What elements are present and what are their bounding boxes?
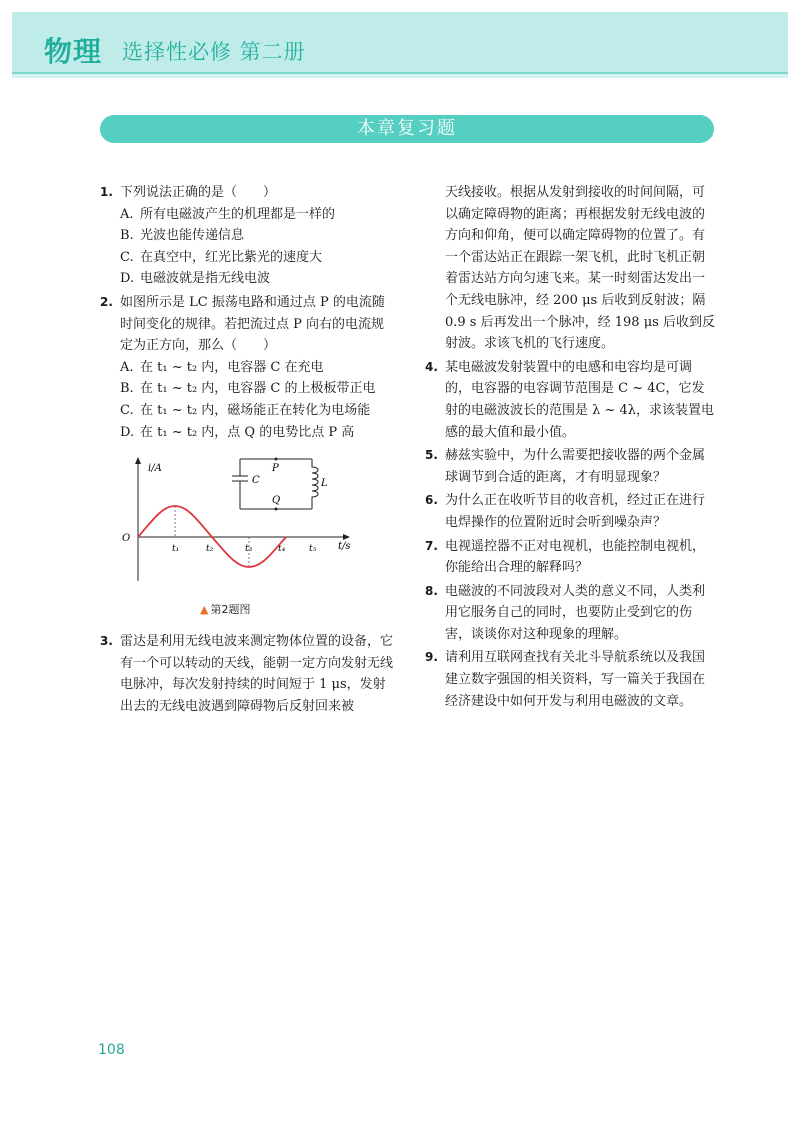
figure-svg (100, 451, 395, 596)
tick-t4: t₄ (278, 544, 286, 555)
question-3-continued (425, 182, 717, 355)
question-number: 6. (425, 493, 438, 508)
tick-t1: t₁ (172, 544, 180, 555)
y-axis-arrow (135, 457, 141, 464)
caption-triangle-icon: ▲ (200, 603, 209, 617)
option-text: 光波也能传递信息 (140, 228, 245, 244)
option-label: A. (120, 206, 134, 222)
inductor-coil (312, 459, 318, 509)
question-1 (100, 182, 395, 204)
page-number: 108 (98, 1042, 125, 1058)
subject-logo: 物理 (44, 35, 103, 68)
option-d (100, 268, 395, 290)
question-5 (425, 445, 717, 488)
right-column (425, 182, 717, 712)
question-stem: 下列说法正确的是（ ） (120, 185, 277, 200)
label-p: P (272, 463, 279, 475)
question-text: 雷达是利用无线电波来测定物体位置的设备，它有一个可以转动的天线，能朝一定方向发射无线电脉冲，每次发射持续的时间短于 1 μs，发射出去的无线电波遇到障碍物后反射回来被 (120, 634, 394, 714)
option-label: A. (120, 359, 134, 375)
question-8 (425, 581, 717, 646)
question-9 (425, 647, 717, 712)
tick-t2: t₂ (206, 544, 214, 555)
book-title: 选择性必修 第二册 (122, 40, 306, 64)
option-label: B. (120, 228, 134, 244)
header-rule (12, 74, 788, 78)
question-7 (425, 536, 717, 579)
question-number: 8. (425, 583, 438, 598)
option-a (100, 357, 395, 379)
question-number: 4. (425, 359, 438, 374)
question-6 (425, 490, 717, 533)
question-text: 为什么正在收听节目的收音机，经过正在进行电焊操作的位置附近时会听到噪杂声？ (445, 493, 706, 530)
question-stem: 如图所示是 LC 振荡电路和通过点 P 的电流随时间变化的规律。若把流过点 P 向右的电流规定为正方向，那么（ ） (120, 294, 385, 354)
label-c: C (252, 475, 260, 487)
tick-t3: t₃ (245, 544, 253, 555)
option-label: B. (120, 381, 134, 397)
lc-circuit-figure (100, 451, 395, 631)
chapter-banner: 本章复习题 (100, 115, 714, 143)
option-label: C. (120, 402, 134, 418)
tick-t5: t₅ (309, 544, 317, 555)
option-b (100, 378, 395, 400)
option-text: 在真空中，红光比紫光的速度大 (140, 249, 323, 265)
option-text: 在 t₁ ~ t₂ 内，点 Q 的电势比点 P 高 (140, 424, 355, 440)
question-number: 3. (100, 634, 113, 649)
question-text: 天线接收。根据从发射到接收的时间间隔，可以确定障碍物的距离；再根据发射无线电波的方向和仰角，便可以确定障碍物的位置了。有一个雷达站正在跟踪一架飞机，此时飞机正朝着雷达站方向匀速飞来。某一时刻雷达发出一个无线电脉冲，经 200 μs 后收到反射波；隔 0.9 s 后再发出一个脉冲，经 198 μs 后收到反射波。求该飞机的飞行速度。 (445, 185, 715, 352)
x-axis-label: t/s (338, 541, 351, 553)
point-p (275, 458, 278, 461)
question-number: 7. (425, 538, 438, 553)
question-2 (100, 292, 395, 357)
question-text: 某电磁波发射装置中的电感和电容均是可调的，电容器的电容调节范围是 C ~ 4C，它发射的电磁波波长的范围是 λ ~ 4λ，求该装置电感的最大值和最小值。 (445, 359, 715, 440)
option-b (100, 225, 395, 247)
option-a (100, 204, 395, 226)
option-label: D. (120, 271, 135, 287)
option-text: 所有电磁波产生的机理都是一样的 (140, 206, 336, 222)
origin-label: O (122, 533, 131, 545)
question-text: 请利用互联网查找有关北斗导航系统以及我国建立数字强国的相关资料，写一篇关于我国在经济建设中如何开发与利用电磁波的文章。 (445, 650, 706, 709)
option-c (100, 400, 395, 422)
question-number: 1. (100, 185, 113, 199)
y-axis-label: i/A (148, 463, 162, 475)
option-d (100, 422, 395, 444)
option-text: 在 t₁ ~ t₂ 内，电容器 C 在充电 (140, 359, 324, 375)
question-text: 电磁波的不同波段对人类的意义不同，人类利用它服务自己的同时，也要防止受到它的伤害，谈谈你对这种现象的理解。 (445, 583, 706, 642)
option-text: 在 t₁ ~ t₂ 内，磁场能正在转化为电场能 (140, 402, 371, 418)
figure-caption-text: 第2题图 (210, 603, 251, 617)
option-text: 电磁波就是指无线电波 (140, 271, 271, 287)
question-text: 电视遥控器不正对电视机，也能控制电视机，你能给出合理的解释吗？ (445, 538, 706, 576)
point-q (275, 508, 278, 511)
label-q: Q (272, 495, 281, 507)
question-text: 赫兹实验中，为什么需要把接收器的两个金属球调节到合适的距离，才有明显现象？ (445, 448, 706, 485)
label-l: L (321, 478, 328, 490)
left-column (100, 182, 395, 718)
option-label: D. (120, 424, 135, 440)
question-4 (425, 357, 717, 443)
option-label: C. (120, 249, 134, 265)
option-c (100, 247, 395, 269)
question-number: 9. (425, 650, 438, 665)
option-text: 在 t₁ ~ t₂ 内，电容器 C 的上极板带正电 (140, 381, 376, 397)
x-axis-arrow (343, 534, 350, 540)
question-number: 2. (100, 294, 113, 309)
question-number: 5. (425, 448, 438, 463)
question-3 (100, 631, 395, 717)
figure-caption (200, 599, 250, 621)
